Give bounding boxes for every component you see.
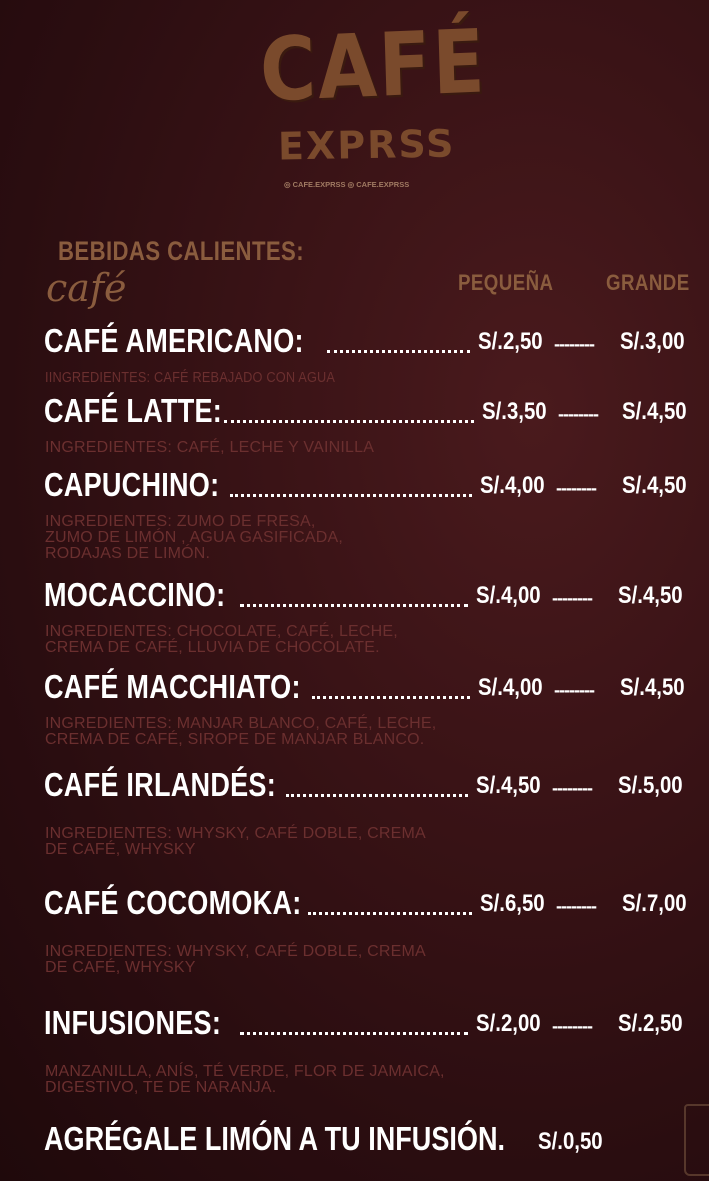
leader-dots <box>327 346 470 353</box>
price-large: S/.2,50 <box>618 1010 683 1037</box>
logo-subtitle: EXPRSS <box>277 121 456 169</box>
price-separator: -------- <box>554 680 594 700</box>
leader-dots <box>224 416 474 423</box>
section-title: BEBIDAS CALIENTES: <box>58 236 305 266</box>
item-ingredients: MANZANILLA, ANÍS, TÉ VERDE, FLOR DE JAMAICA, DIGESTIVO, TE DE NARANJA. <box>45 1063 445 1096</box>
price-small: S/.4,00 <box>480 472 545 499</box>
logo-title: CAFÉ <box>258 9 488 122</box>
price-separator: -------- <box>552 588 592 608</box>
leader-dots <box>240 600 468 607</box>
section-script-label: café <box>46 266 127 310</box>
item-name: CAPUCHINO: <box>44 466 220 503</box>
leader-dots <box>312 692 470 699</box>
column-header-small: PEQUEÑA <box>458 270 554 295</box>
menu-item <box>44 884 694 926</box>
price-small: S/.3,50 <box>482 398 547 425</box>
menu-item <box>44 322 694 364</box>
menu-item <box>44 1004 694 1046</box>
menu-item <box>44 392 694 434</box>
leader-dots <box>308 908 472 915</box>
price-separator: -------- <box>556 478 596 498</box>
item-name: CAFÉ AMERICANO: <box>44 322 304 359</box>
price-separator: -------- <box>552 1016 592 1036</box>
price-large: S/.3,00 <box>620 328 685 355</box>
price-large: S/.4,50 <box>622 398 687 425</box>
price-small: S/.6,50 <box>480 890 545 917</box>
price-separator: -------- <box>556 896 596 916</box>
menu-item <box>44 576 694 618</box>
leader-dots <box>286 790 468 797</box>
item-name: CAFÉ COCOMOKA: <box>44 884 302 921</box>
price-small: S/.2,50 <box>478 328 543 355</box>
cafe-express-logo <box>258 9 488 198</box>
menu-item <box>44 668 694 710</box>
price-separator: -------- <box>558 404 598 424</box>
item-name: MOCACCINO: <box>44 576 226 613</box>
item-ingredients: IINGREDIENTES: CAFÉ REBAJADO CON AGUA <box>45 370 336 386</box>
menu-item <box>44 766 694 808</box>
item-ingredients: INGREDIENTES: WHYSKY, CAFÉ DOBLE, CREMA DE CAFÉ, WHYSKY <box>45 825 426 858</box>
price-large: S/.7,00 <box>622 890 687 917</box>
coffee-cup-icon <box>684 1104 709 1176</box>
item-name: CAFÉ MACCHIATO: <box>44 668 301 705</box>
item-ingredients: INGREDIENTES: CHOCOLATE, CAFÉ, LECHE, CREMA DE CAFÉ, LLUVIA DE CHOCOLATE. <box>45 623 398 656</box>
leader-dots <box>240 1028 468 1035</box>
item-ingredients: INGREDIENTES: ZUMO DE FRESA, ZUMO DE LIMÓN , AGUA GASIFICADA, RODAJAS DE LIMÓN. <box>45 513 344 562</box>
price-separator: -------- <box>552 778 592 798</box>
item-name: CAFÉ LATTE: <box>44 392 223 429</box>
social-handles: ◎ CAFE.EXPRSS ◎ CAFE.EXPRSS <box>284 180 410 189</box>
item-ingredients: INGREDIENTES: WHYSKY, CAFÉ DOBLE, CREMA DE CAFÉ, WHYSKY <box>45 943 426 976</box>
price-separator: -------- <box>554 334 594 354</box>
price-small: S/.2,00 <box>476 1010 541 1037</box>
price-large: S/.5,00 <box>618 772 683 799</box>
price-small: S/.4,00 <box>476 582 541 609</box>
footer-note: AGRÉGALE LIMÓN A TU INFUSIÓN. <box>44 1120 506 1157</box>
price-large: S/.4,50 <box>620 674 685 701</box>
price-small: S/.4,50 <box>476 772 541 799</box>
footer-price: S/.0,50 <box>538 1128 603 1155</box>
column-header-large: GRANDE <box>606 270 690 295</box>
price-large: S/.4,50 <box>618 582 683 609</box>
item-name: INFUSIONES: <box>44 1004 222 1041</box>
item-name: CAFÉ IRLANDÉS: <box>44 766 276 803</box>
item-ingredients: INGREDIENTES: CAFÉ, LECHE Y VAINILLA <box>45 439 375 456</box>
price-large: S/.4,50 <box>622 472 687 499</box>
item-ingredients: INGREDIENTES: MANJAR BLANCO, CAFÉ, LECHE, CREMA DE CAFÉ, SIROPE DE MANJAR BLANCO. <box>45 715 437 748</box>
menu-item <box>44 466 694 508</box>
price-small: S/.4,00 <box>478 674 543 701</box>
leader-dots <box>230 490 472 497</box>
